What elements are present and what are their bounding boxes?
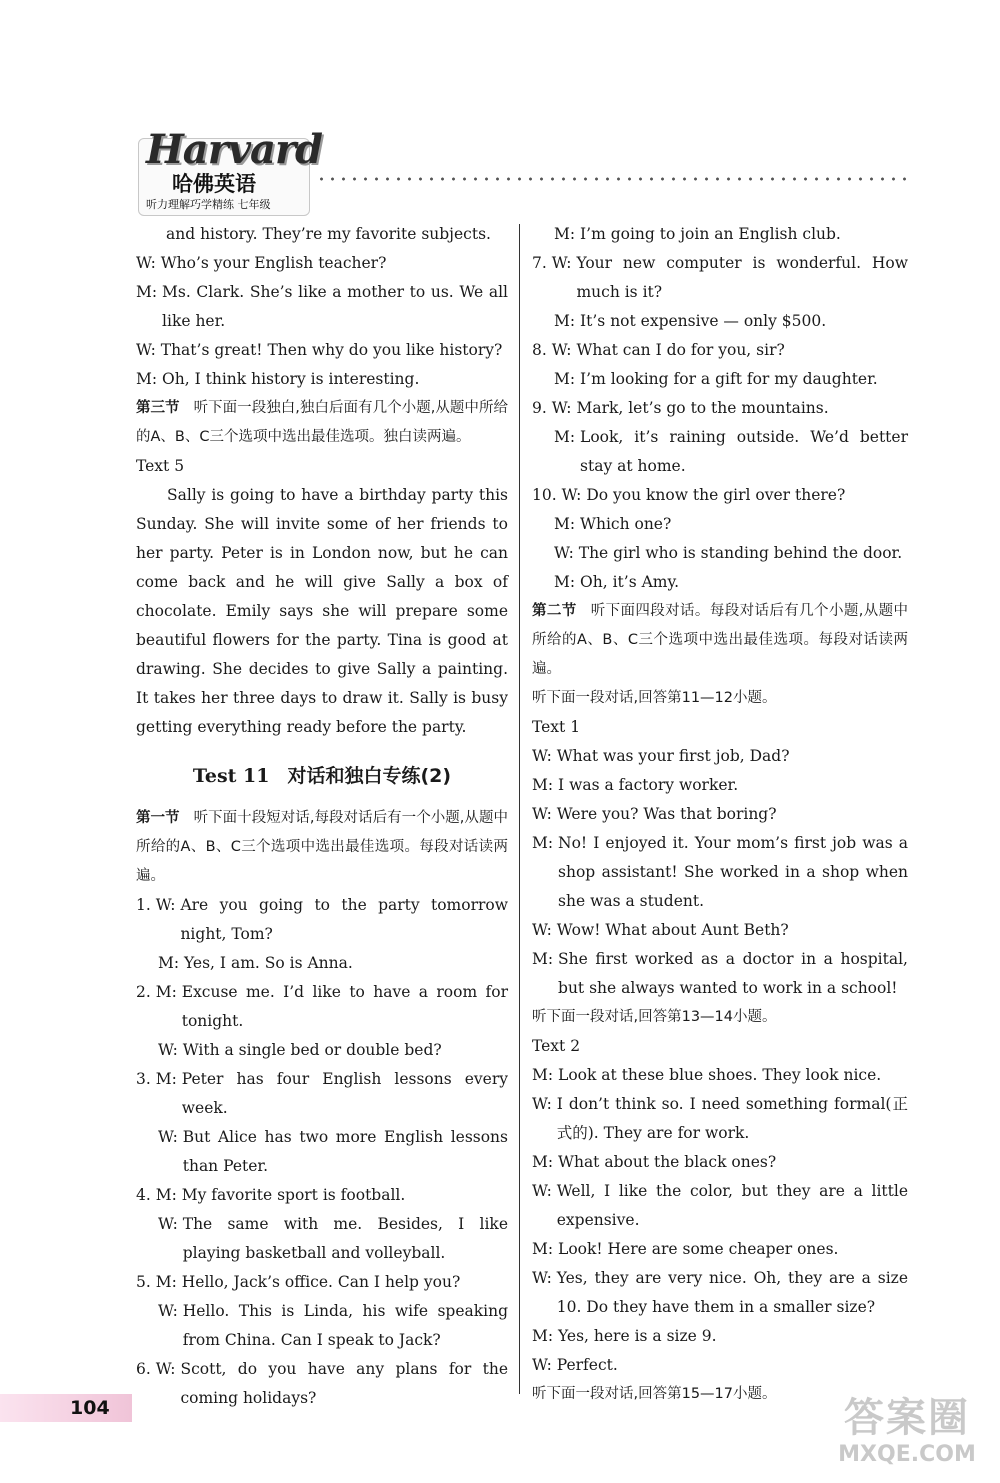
logo-harvard: Harvard (146, 126, 322, 173)
dialog-text: Look, it’s raining outside. We’d better stay at home. (580, 428, 908, 475)
dialog-text: She first worked as a doctor in a hospital, but she always wanted to work in a school! (558, 950, 908, 997)
speaker-label: M: (554, 573, 581, 591)
dialog-text: Perfect. (556, 1356, 618, 1374)
watermark (822, 1394, 992, 1479)
question-line (136, 1268, 508, 1297)
question-line (532, 394, 908, 423)
speaker-label: M: (532, 1066, 559, 1084)
speaker-label: W: (532, 1269, 557, 1287)
question-range-15-17: 听下面一段对话,回答第15—17小题。 (532, 1386, 777, 1402)
dialog-text: I don’t think so. I need something formal(正式的). They are for work. (556, 1095, 908, 1142)
speaker-label: W: (136, 341, 161, 359)
dialog-text: Hello. This is Linda, his wife speaking from China. Can I speak to Jack? (182, 1302, 508, 1349)
question-item (136, 1181, 508, 1268)
question-number: 3. (136, 1070, 156, 1088)
speaker-label: M: (554, 428, 581, 446)
question-item (136, 891, 508, 978)
dialog-text: It’s not expensive — only $500. (580, 312, 827, 330)
question-line (136, 978, 508, 1036)
question-range-11-12: 听下面一段对话,回答第11—12小题。 (532, 690, 777, 706)
dialog-text: Excuse me. I’d like to have a room for tonight. (181, 983, 508, 1030)
dialog-line (532, 1061, 908, 1090)
dialog-a (136, 249, 508, 394)
question-item (136, 1268, 508, 1355)
reply-line (136, 1297, 508, 1355)
speaker-label: M: (155, 1273, 182, 1291)
speaker-label: W: (136, 254, 161, 272)
dialog-line (532, 829, 908, 916)
question-line (532, 249, 908, 307)
question-line (136, 1065, 508, 1123)
reply-line (532, 423, 908, 481)
question-line (136, 1355, 508, 1413)
section-label: 第三节 (136, 400, 180, 416)
dialog-line (532, 800, 908, 829)
header-dotted-rule (316, 176, 906, 182)
speaker-label: M: (532, 1153, 559, 1171)
question-line (532, 481, 908, 510)
dialog-text: What about the black ones? (558, 1153, 777, 1171)
question-number: 8. (532, 341, 552, 359)
dialog-line (532, 1090, 908, 1148)
test-title-en: Test 11 (192, 765, 270, 787)
reply-line (532, 365, 908, 394)
watermark-url: MXQE.COM (838, 1442, 976, 1467)
dialog-text: What can I do for you, sir? (576, 341, 785, 359)
question-range-13-14: 听下面一段对话,回答第13—14小题。 (532, 1009, 777, 1025)
dialog-line (532, 945, 908, 1003)
reply-line (136, 949, 508, 978)
text2-dialog (532, 1061, 908, 1380)
dialog-line (532, 1148, 908, 1177)
question-number: 1. (136, 896, 156, 914)
reply-line (136, 1036, 508, 1065)
text1-label: Text 1 (532, 718, 581, 736)
reply-line (532, 307, 908, 336)
text2-label: Text 2 (532, 1037, 581, 1055)
question-number: 10. (532, 486, 562, 504)
speaker-label: M: (554, 370, 581, 388)
question-number: 7. (532, 254, 552, 272)
speaker-label: W: (554, 544, 579, 562)
question-line (532, 336, 908, 365)
dialog-text: Wow! What about Aunt Beth? (556, 921, 789, 939)
dialog-line (532, 742, 908, 771)
speaker-label: M: (554, 225, 581, 243)
question-number: 6. (136, 1360, 156, 1378)
dialog-text: Are you going to the party tomorrow night, Tom? (180, 896, 508, 943)
dialog-line (532, 1351, 908, 1380)
speaker-label: W: (532, 805, 557, 823)
dialog-text: Scott, do you have any plans for the coming holidays? (180, 1360, 508, 1407)
dialog-text: Yes, they are very nice. Oh, they are a size 10. Do they have them in a smaller size? (556, 1269, 908, 1316)
section-label: 第二节 (532, 603, 577, 619)
dialog-text: Ms. Clark. She’s like a mother to us. We all like her. (162, 283, 508, 330)
dialog-text: Oh, it’s Amy. (580, 573, 680, 591)
dialog-text: Oh, I think history is interesting. (162, 370, 420, 388)
question-number: 4. (136, 1186, 156, 1204)
column-divider (519, 224, 520, 1394)
test-title-cn: 对话和独白专练(2) (287, 765, 452, 787)
dialog-text: Yes, I am. So is Anna. (184, 954, 353, 972)
instruction-text: 听下面四段对话。每段对话后有几个小题,从题中所给的A、B、C三个选项中选出最佳选项。每段对话读两遍。 (532, 603, 909, 677)
speaker-label: M: (532, 834, 559, 852)
right-column (532, 220, 908, 1409)
speaker-label: W: (158, 1302, 183, 1320)
speaker-label: M: (155, 1186, 182, 1204)
speaker-label: W: (532, 747, 557, 765)
dialog-line (136, 365, 508, 394)
speaker-label: W: (551, 254, 577, 272)
speaker-label: M: (532, 950, 559, 968)
speaker-label: W: (532, 921, 557, 939)
question-number: 2. (136, 983, 156, 1001)
speaker-label: W: (561, 486, 587, 504)
dialog-text: Hello, Jack’s office. Can I help you? (181, 1273, 461, 1291)
dialog-text: Yes, here is a size 9. (558, 1327, 717, 1345)
speaker-label: M: (136, 283, 163, 301)
dialog-text: Who’s your English teacher? (160, 254, 387, 272)
instruction-text: 听下面十段短对话,每段对话后有一个小题,从题中所给的A、B、C三个选项中选出最佳选项。每段对话读两遍。 (136, 810, 508, 884)
speaker-label: W: (158, 1128, 183, 1146)
dialog-text: My favorite sport is football. (181, 1186, 406, 1204)
question-line (136, 891, 508, 949)
reply-line (532, 568, 908, 597)
dialog-text: But Alice has two more English lessons than Peter. (182, 1128, 508, 1175)
speaker-label: M: (155, 983, 182, 1001)
test-title (136, 758, 508, 794)
speaker-label: M: (158, 954, 185, 972)
page-number: 104 (70, 1397, 110, 1419)
question-item (532, 336, 908, 394)
dialog-text: What was your first job, Dad? (556, 747, 790, 765)
continued-line: and history. They’re my favorite subjects. (166, 225, 491, 243)
speaker-label: W: (532, 1095, 557, 1113)
dialog-line (136, 336, 508, 365)
speaker-label: M: (532, 1240, 559, 1258)
dialog-text: Look! Here are some cheaper ones. (558, 1240, 839, 1258)
section-1-instruction (136, 804, 508, 891)
dialog-text: I’m looking for a gift for my daughter. (580, 370, 878, 388)
speaker-label: M: (554, 515, 581, 533)
left-column (136, 220, 508, 1413)
section-label: 第一节 (136, 810, 180, 826)
dialog-text: The girl who is standing behind the door. (578, 544, 903, 562)
text1-dialog (532, 742, 908, 1003)
dialog-line (532, 771, 908, 800)
reply-line (136, 1123, 508, 1181)
speaker-label: W: (532, 1356, 557, 1374)
dialog-text: No! I enjoyed it. Your mom’s first job was a shop assistant! She worked in a shop when she was a student. (558, 834, 908, 910)
question-item (532, 249, 908, 336)
section-3-instruction (136, 394, 508, 452)
speaker-label: M: (136, 370, 163, 388)
speaker-label: W: (155, 1360, 181, 1378)
dialog-text: Mark, let’s go to the mountains. (576, 399, 829, 417)
speaker-label: W: (155, 896, 181, 914)
speaker-label: M: (532, 1327, 559, 1345)
speaker-label: W: (551, 399, 577, 417)
dialog-text: That’s great! Then why do you like history? (160, 341, 503, 359)
reply-line (136, 1210, 508, 1268)
dialog-text: Which one? (580, 515, 672, 533)
logo-subtitle: 听力理解巧学精练 七年级 (146, 198, 271, 211)
question-item (532, 394, 908, 481)
question-item (136, 1355, 508, 1413)
dialog-text: Do you know the girl over there? (586, 486, 846, 504)
question-item-10 (532, 481, 908, 597)
speaker-label: M: (155, 1070, 182, 1088)
logo-chinese: 哈佛英语 (172, 172, 256, 196)
dialog-line (532, 1264, 908, 1322)
question-number: 9. (532, 399, 552, 417)
dialog-text: The same with me. Besides, I like playing basketball and volleyball. (182, 1215, 508, 1262)
watermark-text: 答案圈 (844, 1395, 970, 1441)
question-item (136, 978, 508, 1065)
dialog-text: Were you? Was that boring? (556, 805, 777, 823)
question-number: 5. (136, 1273, 156, 1291)
speaker-label: W: (158, 1041, 183, 1059)
dialog-line (136, 278, 508, 336)
reply-line (532, 220, 908, 249)
dialog-text: I was a factory worker. (558, 776, 739, 794)
dialog-text: Well, I like the color, but they are a little expensive. (556, 1182, 908, 1229)
instruction-text: 听下面一段独白,独白后面有几个小题,从题中所给的A、B、C三个选项中选出最佳选项。独白读两遍。 (136, 400, 508, 445)
section-2-instruction (532, 597, 908, 684)
dialog-line (532, 1322, 908, 1351)
question-line (136, 1181, 508, 1210)
reply-line (532, 510, 908, 539)
speaker-label: W: (158, 1215, 183, 1233)
speaker-label: W: (551, 341, 577, 359)
page-number-band (0, 1394, 132, 1422)
dialog-text: I’m going to join an English club. (580, 225, 841, 243)
dialog-line (532, 1177, 908, 1235)
dialog-line (532, 916, 908, 945)
dialog-line (136, 249, 508, 278)
speaker-label: W: (532, 1182, 557, 1200)
question-item (136, 1065, 508, 1181)
dialog-text: With a single bed or double bed? (182, 1041, 442, 1059)
reply-line (532, 539, 908, 568)
text5-passage: Sally is going to have a birthday party this Sunday. She will invite some of her friends to her party. Peter is in London now, but he can come back and he will give Sally a box of chocolate. Emily says she will prepare some beautiful flowers for the party. Tina is good at drawing. She decides to give Sally a painting. It takes her three days to draw it. Sally is busy getting everything ready before the party. (136, 486, 508, 736)
text5-label: Text 5 (136, 457, 185, 475)
speaker-label: M: (532, 776, 559, 794)
dialog-text: Look at these blue shoes. They look nice. (558, 1066, 882, 1084)
speaker-label: M: (554, 312, 581, 330)
dialog-line (532, 1235, 908, 1264)
dialog-text: Your new computer is wonderful. How much is it? (576, 254, 908, 301)
dialog-text: Peter has four English lessons every week. (181, 1070, 508, 1117)
